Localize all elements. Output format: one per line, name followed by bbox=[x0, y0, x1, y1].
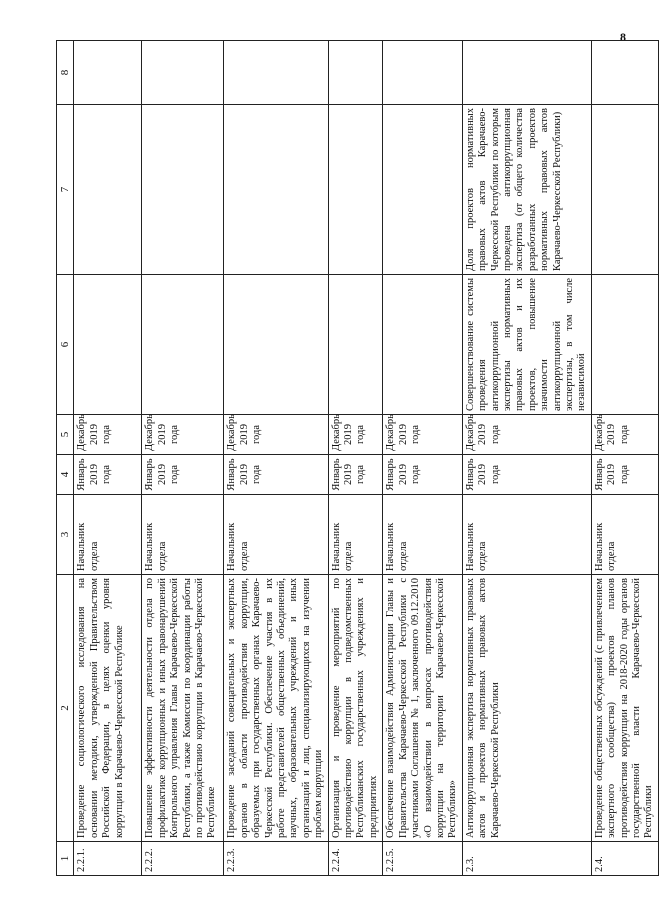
executor: Начальник отдела bbox=[328, 495, 383, 575]
table-row bbox=[224, 41, 328, 876]
header-row bbox=[57, 41, 74, 876]
start-date: Январь 2019 года bbox=[591, 455, 658, 495]
header-cell: 6 bbox=[57, 275, 74, 415]
start-date: Январь 2019 года bbox=[224, 455, 328, 495]
expected-result bbox=[74, 275, 142, 415]
page-number: 8 bbox=[620, 30, 626, 44]
expected-result bbox=[328, 275, 383, 415]
row-number: 2.2.3. bbox=[224, 842, 328, 876]
note bbox=[383, 41, 462, 105]
measure-description: Проведение социологического исследования на основании методики, утвержденной Правительством Российской Федерации, в целях оценки уровня коррупции в Карачаево-Черкесской Республике bbox=[74, 575, 142, 842]
note bbox=[224, 41, 328, 105]
executor: Начальник отдела bbox=[462, 495, 591, 575]
end-date: Декабрь 2019 года bbox=[591, 415, 658, 455]
end-date: Декабрь 2019 года bbox=[74, 415, 142, 455]
start-date: Январь 2019 года bbox=[328, 455, 383, 495]
rotated-page-content bbox=[56, 41, 655, 876]
table-row bbox=[383, 41, 462, 876]
indicator bbox=[383, 105, 462, 275]
table-row bbox=[74, 41, 142, 876]
start-date: Январь 2019 года bbox=[462, 455, 591, 495]
row-number: 2.2.2. bbox=[142, 842, 224, 876]
row-number: 2.4. bbox=[591, 842, 658, 876]
measure-description: Проведение общественных обсуждений (с привлечением экспертного сообщества) проектов планов противодействия коррупции на 2018-2020 годы органов государственной власти Карачаево-Черкесской Республики bbox=[591, 575, 658, 842]
indicator bbox=[74, 105, 142, 275]
end-date: Декабрь 2019 года bbox=[383, 415, 462, 455]
indicator: Доля проектов нормативных правовых актов Карачаево-Черкесской Республики по которым проведена антикоррупционная экспертиза (от общего количества разработанных проектов нормативных правовых актов Карачаево-Черкесской Республики) bbox=[462, 105, 591, 275]
note bbox=[591, 41, 658, 105]
header-cell: 7 bbox=[57, 105, 74, 275]
indicator bbox=[591, 105, 658, 275]
executor: Начальник отдела bbox=[74, 495, 142, 575]
header-cell: 3 bbox=[57, 495, 74, 575]
table-row bbox=[591, 41, 658, 876]
note bbox=[328, 41, 383, 105]
expected-result bbox=[591, 275, 658, 415]
end-date: Декабрь 2019 года bbox=[142, 415, 224, 455]
indicator bbox=[224, 105, 328, 275]
table-row bbox=[142, 41, 224, 876]
expected-result bbox=[383, 275, 462, 415]
row-number: 2.2.5. bbox=[383, 842, 462, 876]
row-number: 2.2.4. bbox=[328, 842, 383, 876]
indicator bbox=[328, 105, 383, 275]
measure-description: Повышение эффективности деятельности отдела по профилактике коррупционных и иных правонарушений Контрольного управления Главы Карачаево-Черкесской Республики, а также Комиссии по координации работы по противодействию коррупции в Карачаево-Черкесской Республике bbox=[142, 575, 224, 842]
header-cell: 8 bbox=[57, 41, 74, 105]
row-number: 2.3. bbox=[462, 842, 591, 876]
header-cell: 5 bbox=[57, 415, 74, 455]
note bbox=[74, 41, 142, 105]
measure-description: Организация и проведение мероприятий по противодействию коррупции в подведомственных Республиканских государственных учреждениях и предприятиях bbox=[328, 575, 383, 842]
executor: Начальник отдела bbox=[383, 495, 462, 575]
measure-description: Обеспечение взаимодействия Администрации Главы и Правительства Карачаево-Черкесской Республики с участниками Соглашения № 1, заключенного 09.12.2010 «О взаимодействии в вопросах противодействия коррупции на территории Карачаево-Черкесской Республики» bbox=[383, 575, 462, 842]
note bbox=[462, 41, 591, 105]
table-row bbox=[328, 41, 383, 876]
start-date: Январь 2019 года bbox=[383, 455, 462, 495]
note bbox=[142, 41, 224, 105]
header-cell: 1 bbox=[57, 842, 74, 876]
end-date: Декабрь 2019 года bbox=[462, 415, 591, 455]
end-date: Декабрь 2019 года bbox=[328, 415, 383, 455]
expected-result: Совершенствование системы проведения антикоррупционной экспертизы нормативных правовых актов и их проектов, повышение значимости антикоррупционной экспертизы, в том числе независимой bbox=[462, 275, 591, 415]
measure-description: Проведение заседаний совещательных и экспертных органов в области противодействия коррупции, образуемых при государственных органах Карачаево-Черкесской Республики. Обеспечение участия в их работе представителей общественных объединений, научных, образовательных учреждений и иных организаций и лиц, специализирующихся на изучении проблем коррупции bbox=[224, 575, 328, 842]
table-row bbox=[462, 41, 591, 876]
row-number: 2.2.1. bbox=[74, 842, 142, 876]
start-date: Январь 2019 года bbox=[74, 455, 142, 495]
header-cell: 2 bbox=[57, 575, 74, 842]
plan-table bbox=[56, 40, 659, 876]
executor: Начальник отдела bbox=[224, 495, 328, 575]
executor: Начальник отдела bbox=[591, 495, 658, 575]
indicator bbox=[142, 105, 224, 275]
start-date: Январь 2019 года bbox=[142, 455, 224, 495]
expected-result bbox=[224, 275, 328, 415]
expected-result bbox=[142, 275, 224, 415]
executor: Начальник отдела bbox=[142, 495, 224, 575]
measure-description: Антикоррупционная экспертиза нормативных правовых актов и проектов нормативных правовых актов Карачаево-Черкесской Республики bbox=[462, 575, 591, 842]
header-cell: 4 bbox=[57, 455, 74, 495]
end-date: Декабрь 2019 года bbox=[224, 415, 328, 455]
